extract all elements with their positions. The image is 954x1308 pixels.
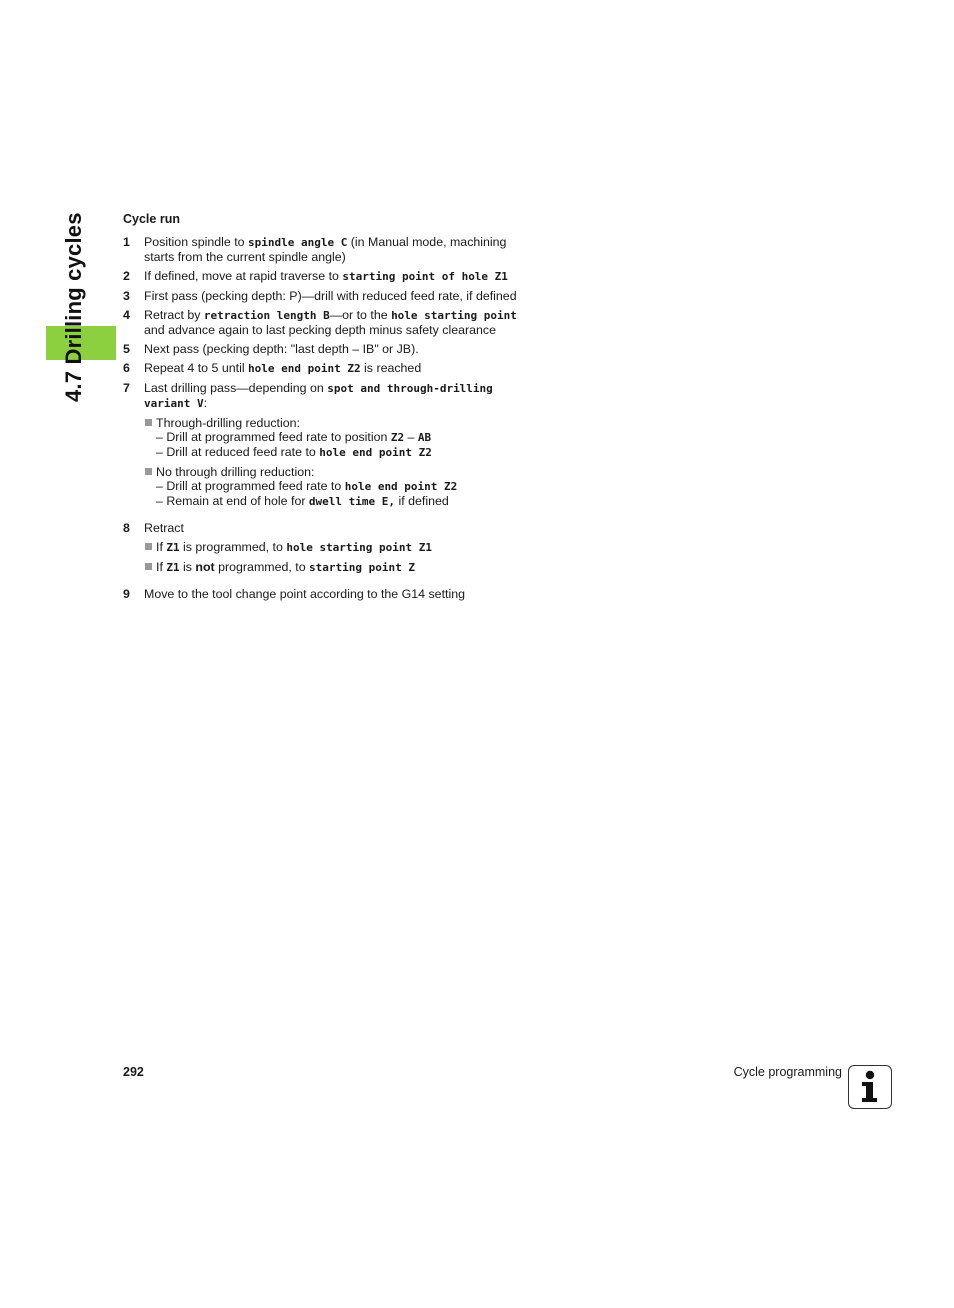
info-icon [848, 1065, 892, 1109]
bullet-square-icon [145, 468, 152, 475]
code-term: spot and through-drilling variant V [144, 382, 493, 410]
page-number: 292 [123, 1065, 144, 1079]
step-8-options [144, 540, 523, 575]
step-8 [123, 521, 523, 575]
step-text: Last drilling pass—depending on [144, 381, 328, 395]
code-term: hole end point Z2 [248, 362, 361, 375]
dash-text: – Remain at end of hole for [156, 494, 309, 508]
list-item [144, 465, 523, 509]
step-text: Repeat 4 to 5 until [144, 361, 249, 375]
emphasis-text: not [195, 560, 215, 574]
step-text: : [203, 396, 208, 410]
step-7-options [144, 416, 523, 509]
dash-text: if defined [395, 494, 449, 508]
list-item [144, 416, 523, 460]
step-4 [123, 308, 523, 337]
step-3 [123, 289, 523, 303]
chapter-section-title: 4.7 Drilling cycles [61, 212, 86, 402]
step-text: (in Manual mode, machining starts from the current spindle angle) [144, 235, 507, 264]
bullet-square-icon [145, 419, 152, 426]
step-text: Position spindle to [144, 235, 249, 249]
dash-text: – Drill at programmed feed rate to position [156, 430, 391, 444]
step-6 [123, 361, 523, 376]
step-text: If defined, move at rapid traverse to [144, 269, 343, 283]
bullet-text: If [156, 560, 167, 574]
step-text: and advance again to last pecking depth minus safety clearance [144, 323, 496, 337]
code-term: retraction length B [203, 309, 330, 322]
code-term: hole end point Z2 [344, 480, 458, 493]
code-term: hole end point Z2 [319, 446, 432, 459]
dash-text: – [404, 430, 418, 444]
dash-text: – Drill at reduced feed rate to [156, 445, 320, 459]
bullet-text: programmed, to [214, 560, 310, 574]
step-number: 8 [123, 521, 130, 535]
bullet-square-icon [145, 543, 152, 550]
code-term: starting point of hole Z1 [342, 270, 508, 283]
section-title: Cycle run [123, 212, 180, 226]
step-number: 6 [123, 361, 130, 375]
code-term: dwell time E, [308, 495, 396, 508]
step-text: Move to the tool change point according to the G14 setting [144, 587, 465, 601]
code-term: Z1 [166, 561, 180, 574]
list-item [144, 540, 523, 555]
step-number: 7 [123, 381, 130, 395]
step-5 [123, 342, 523, 356]
step-text: Retract [144, 521, 184, 535]
list-item [144, 560, 523, 575]
dash-item [156, 494, 523, 509]
step-number: 2 [123, 269, 130, 283]
step-text: Next pass (pecking depth: "last depth – IB" or JB). [144, 342, 419, 356]
step-number: 9 [123, 587, 130, 601]
step-number: 1 [123, 235, 130, 249]
step-number: 4 [123, 308, 130, 322]
step-2 [123, 269, 523, 284]
dash-text: – Drill at programmed feed rate to [156, 479, 345, 493]
dash-item [156, 479, 523, 494]
code-term: starting point Z [309, 561, 416, 574]
dash-item [156, 430, 523, 445]
step-text: —or to the [329, 308, 392, 322]
code-term: Z2 [390, 431, 405, 444]
info-glyph-icon [849, 1066, 890, 1107]
step-number: 5 [123, 342, 130, 356]
bullet-text: is programmed, to [179, 540, 287, 554]
bullet-text: If [156, 540, 167, 554]
chapter-name: Cycle programming [733, 1065, 842, 1079]
code-term: Z1 [166, 541, 180, 554]
step-text: First pass (pecking depth: P)—drill with reduced feed rate, if defined [144, 289, 517, 303]
step-text: Retract by [144, 308, 204, 322]
main-content [123, 212, 523, 606]
bullet-square-icon [145, 563, 152, 570]
step-9 [123, 587, 523, 601]
code-term: spindle angle C [248, 236, 348, 249]
dash-item [156, 445, 523, 460]
bullet-label: Through-drilling reduction: [156, 416, 300, 430]
code-term: AB [417, 431, 432, 444]
step-7 [123, 381, 523, 509]
step-text: is reached [360, 361, 422, 375]
step-1 [123, 235, 523, 264]
code-term: hole starting point [391, 309, 517, 322]
bullet-label: No through drilling reduction: [156, 465, 315, 479]
bullet-text: is [179, 560, 196, 574]
code-term: hole starting point Z1 [286, 541, 433, 554]
step-number: 3 [123, 289, 130, 303]
